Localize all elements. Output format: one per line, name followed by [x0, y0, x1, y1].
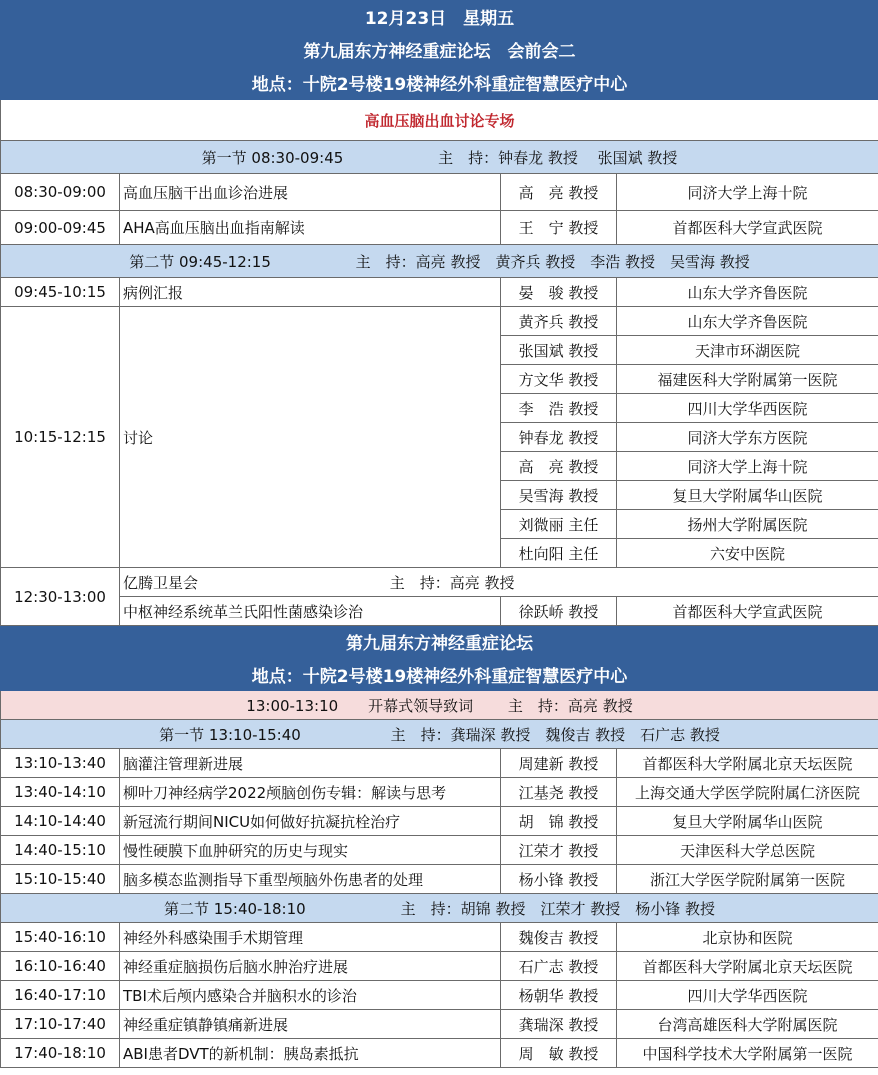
org-cell: 首都医科大学附属北京天坛医院 — [617, 749, 878, 778]
speaker-cell: 方文华 教授 — [501, 365, 617, 394]
speaker-cell: 杨朝华 教授 — [501, 981, 617, 1010]
speaker-cell: 王 宁 教授 — [501, 211, 617, 245]
topic-cell: 脑多模态监测指导下重型颅脑外伤患者的处理 — [120, 865, 501, 894]
speaker-cell: 黄齐兵 教授 — [501, 307, 617, 336]
org-cell: 浙江大学医学院附属第一医院 — [617, 865, 878, 894]
table-row — [1, 278, 878, 307]
org-cell: 中国科学技术大学附属第一医院 — [617, 1039, 878, 1068]
table-row — [1, 865, 878, 894]
org-cell: 福建医科大学附属第一医院 — [617, 365, 878, 394]
satellite-host: 主 持：高亮 教授 — [389, 573, 515, 592]
date-heading: 12月23日 星期五 — [1, 1, 878, 33]
session4-header — [1, 894, 878, 923]
table-row — [1, 836, 878, 865]
time-cell: 16:40-17:10 — [1, 981, 120, 1010]
topic-cell: AHA高血压脑出血指南解读 — [120, 211, 501, 245]
org-cell: 复旦大学附属华山医院 — [617, 481, 878, 510]
topic-cell: 柳叶刀神经病学2022颅脑创伤专辑：解读与思考 — [120, 778, 501, 807]
org-cell: 同济大学东方医院 — [617, 423, 878, 452]
org-cell: 首都医科大学宣武医院 — [617, 597, 878, 626]
discussion-row — [1, 307, 878, 336]
speaker-cell: 龚瑞深 教授 — [501, 1010, 617, 1039]
topic-cell: 慢性硬膜下血肿研究的历史与现实 — [120, 836, 501, 865]
session1-header — [1, 141, 878, 174]
speaker-cell: 高 亮 教授 — [501, 452, 617, 481]
speaker-cell: 刘微丽 主任 — [501, 510, 617, 539]
time-cell: 15:10-15:40 — [1, 865, 120, 894]
session4-host: 主 持：胡锦 教授 江荣才 教授 杨小锋 教授 — [400, 899, 715, 918]
lunch-time: 12:30-13:00 — [1, 568, 120, 626]
session2-label: 第二节 09:45-12:15 — [129, 252, 271, 271]
session2-host: 主 持：高亮 教授 黄齐兵 教授 李浩 教授 吴雪海 教授 — [355, 252, 750, 271]
forum-title: 第九届东方神经重症论坛 会前会二 — [1, 33, 878, 66]
time-cell: 17:10-17:40 — [1, 1010, 120, 1039]
org-cell: 天津医科大学总医院 — [617, 836, 878, 865]
topic-cell: 高血压脑干出血诊治进展 — [120, 174, 501, 211]
speaker-cell: 江基尧 教授 — [501, 778, 617, 807]
session1-host: 主 持：钟春龙 教授 张国斌 教授 — [438, 148, 678, 167]
topic-cell: ABI患者DVT的新机制：胰岛素抵抗 — [120, 1039, 501, 1068]
topic-cell: 病例汇报 — [120, 278, 501, 307]
time-cell: 13:10-13:40 — [1, 749, 120, 778]
speaker-cell: 杨小锋 教授 — [501, 865, 617, 894]
time-cell: 16:10-16:40 — [1, 952, 120, 981]
time-cell: 09:00-09:45 — [1, 211, 120, 245]
org-cell: 天津市环湖医院 — [617, 336, 878, 365]
table-row — [1, 211, 878, 245]
session3-host: 主 持：龚瑞深 教授 魏俊吉 教授 石广志 教授 — [390, 725, 720, 744]
topic-cell: 脑灌注管理新进展 — [120, 749, 501, 778]
discussion-topic: 讨论 — [120, 307, 501, 568]
org-cell: 山东大学齐鲁医院 — [617, 278, 878, 307]
time-cell: 08:30-09:00 — [1, 174, 120, 211]
org-cell: 北京协和医院 — [617, 923, 878, 952]
venue-location: 地点：十院2号楼19楼神经外科重症智慧医疗中心 — [1, 66, 878, 100]
session3-header — [1, 720, 878, 749]
time-cell: 09:45-10:15 — [1, 278, 120, 307]
sponsor-name: 亿腾卫星会 — [123, 573, 199, 592]
org-cell: 同济大学上海十院 — [617, 174, 878, 211]
topic-cell: TBI术后颅内感染合并脑积水的诊治 — [120, 981, 501, 1010]
venue-location-main: 地点：十院2号楼19楼神经外科重症智慧医疗中心 — [1, 658, 878, 691]
speaker-cell: 徐跃峤 教授 — [501, 597, 617, 626]
topic-cell: 神经外科感染围手术期管理 — [120, 923, 501, 952]
speaker-cell: 高 亮 教授 — [501, 174, 617, 211]
time-cell: 15:40-16:10 — [1, 923, 120, 952]
topic-cell: 中枢神经系统革兰氏阳性菌感染诊治 — [120, 597, 501, 626]
speaker-cell: 胡 锦 教授 — [501, 807, 617, 836]
session3-label: 第一节 13:10-15:40 — [159, 725, 301, 744]
opening-ceremony: 13:00-13:10 开幕式领导致词 主 持：高亮 教授 — [1, 691, 878, 720]
speaker-cell: 杜向阳 主任 — [501, 539, 617, 568]
time-cell: 14:40-15:10 — [1, 836, 120, 865]
table-row — [1, 1039, 878, 1068]
org-cell: 四川大学华西医院 — [617, 981, 878, 1010]
org-cell: 首都医科大学宣武医院 — [617, 211, 878, 245]
speaker-cell: 吴雪海 教授 — [501, 481, 617, 510]
table-row — [1, 778, 878, 807]
lunch-row — [1, 568, 878, 597]
org-cell: 首都医科大学附属北京天坛医院 — [617, 952, 878, 981]
table-row — [1, 807, 878, 836]
org-cell: 扬州大学附属医院 — [617, 510, 878, 539]
topic-cell: 神经重症脑损伤后脑水肿治疗进展 — [120, 952, 501, 981]
org-cell: 上海交通大学医学院附属仁济医院 — [617, 778, 878, 807]
table-row — [1, 923, 878, 952]
table-row — [1, 174, 878, 211]
org-cell: 复旦大学附属华山医院 — [617, 807, 878, 836]
topic-cell: 新冠流行期间NICU如何做好抗凝抗栓治疗 — [120, 807, 501, 836]
time-cell: 17:40-18:10 — [1, 1039, 120, 1068]
org-cell: 六安中医院 — [617, 539, 878, 568]
discussion-time: 10:15-12:15 — [1, 307, 120, 568]
topic-cell: 神经重症镇静镇痛新进展 — [120, 1010, 501, 1039]
forum-title-main: 第九届东方神经重症论坛 — [1, 626, 878, 658]
speaker-cell: 石广志 教授 — [501, 952, 617, 981]
time-cell: 14:10-14:40 — [1, 807, 120, 836]
speaker-cell: 周建新 教授 — [501, 749, 617, 778]
table-row — [1, 1010, 878, 1039]
table-row — [1, 952, 878, 981]
org-cell: 同济大学上海十院 — [617, 452, 878, 481]
speaker-cell: 钟春龙 教授 — [501, 423, 617, 452]
speaker-cell: 张国斌 教授 — [501, 336, 617, 365]
special-session-title: 高血压脑出血讨论专场 — [1, 100, 878, 141]
speaker-cell: 周 敏 教授 — [501, 1039, 617, 1068]
speaker-cell: 魏俊吉 教授 — [501, 923, 617, 952]
session2-header — [1, 245, 878, 278]
org-cell: 山东大学齐鲁医院 — [617, 307, 878, 336]
session1-label: 第一节 08:30-09:45 — [201, 148, 344, 167]
table-row — [1, 749, 878, 778]
speaker-cell: 李 浩 教授 — [501, 394, 617, 423]
org-cell: 四川大学华西医院 — [617, 394, 878, 423]
org-cell: 台湾高雄医科大学附属医院 — [617, 1010, 878, 1039]
time-cell: 13:40-14:10 — [1, 778, 120, 807]
speaker-cell: 晏 骏 教授 — [501, 278, 617, 307]
table-row — [1, 981, 878, 1010]
speaker-cell: 江荣才 教授 — [501, 836, 617, 865]
satellite-header — [120, 568, 878, 597]
session4-label: 第二节 15:40-18:10 — [164, 899, 306, 918]
